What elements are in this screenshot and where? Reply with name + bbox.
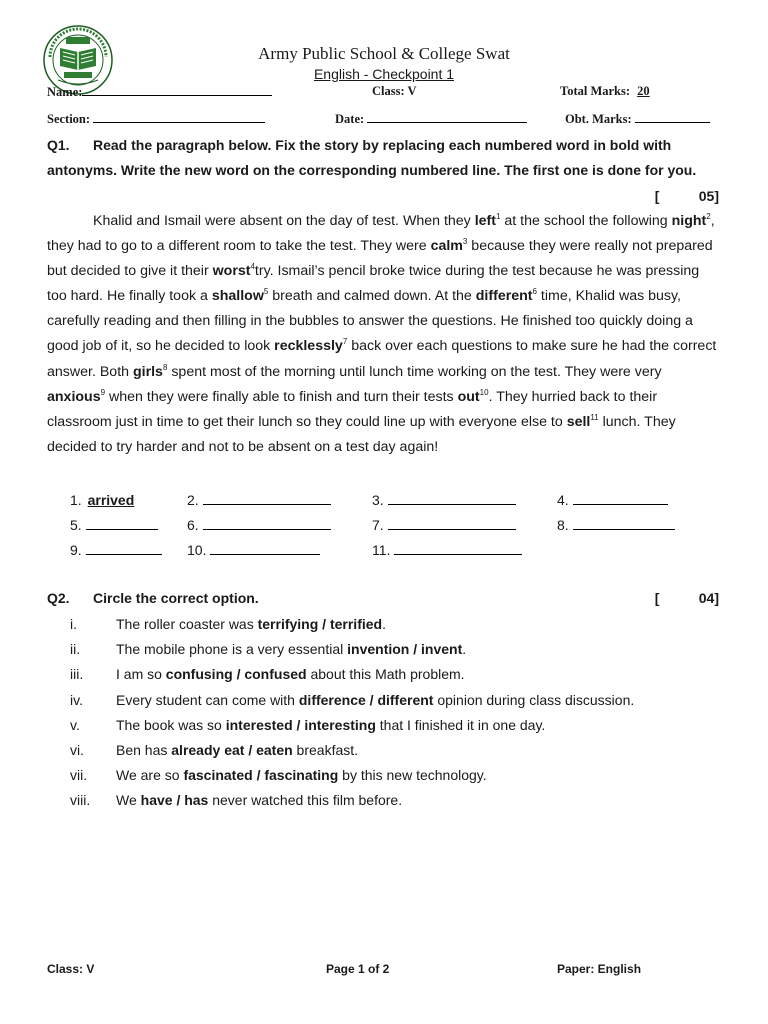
answer-number: 10. [187,542,207,558]
q2-instruction: Circle the correct option. [93,590,259,606]
bold-keyword-11: sell [566,413,591,430]
option-sentence [116,713,545,738]
option-number: iv. [70,691,83,708]
option-number: i. [70,616,77,632]
option-choices[interactable]: difference / different [298,691,434,708]
answer-blank[interactable] [388,514,516,530]
total-marks-field [560,84,654,99]
bold-keyword-7: recklessly [274,338,343,355]
q2-number: Q2. [47,590,70,606]
keyword-number: 7 [342,337,348,347]
answer-number: 9. [70,542,82,558]
option-number: vi. [70,741,84,758]
answer-number: 5. [70,517,82,533]
date-blank[interactable] [367,111,527,123]
option-text: opinion during class discussion. [433,691,635,708]
option-text: We are so [116,767,184,784]
option-text: . [382,616,386,632]
section-label: Section: [47,112,91,126]
obt-marks-blank[interactable] [635,111,710,123]
bold-keyword-9: anxious [47,388,101,405]
answer-blank[interactable] [573,514,675,530]
answer-row [70,513,710,538]
paragraph-text: at the school the following [500,213,672,229]
footer-paper: Paper: English [557,962,642,976]
bold-keyword-4: worst [212,263,251,280]
option-text: that I finished it in one day. [375,716,546,733]
keyword-number: 9 [100,387,106,397]
bold-keyword-2: night [671,213,707,229]
answer-blank[interactable] [210,539,320,555]
option-text: Every student can come with [116,691,299,708]
option-choices[interactable]: have / has [140,792,209,809]
paragraph-text: . They hurried back to their classroom just in time to get their lunch so they could line up with everyone else to [47,388,658,430]
keyword-number: 5 [263,287,269,297]
answer-line-10[interactable] [187,538,320,563]
obt-marks-label: Obt. Marks: [565,112,632,126]
name-blank[interactable] [82,84,272,96]
paragraph-text: lunch. They decided to try harder and not to be absent on a test day again! [47,413,676,455]
answer-number: 7. [372,517,384,533]
section-blank[interactable] [93,111,265,123]
option-choices[interactable]: interested / interesting [225,716,376,733]
option-number: ii. [70,641,81,658]
option-text: The roller coaster was [116,616,258,632]
keyword-number: 11 [590,412,599,422]
option-choices[interactable]: terrifying / terrified [257,616,383,632]
bold-keyword-3: calm [430,238,463,255]
option-number: v. [70,716,80,733]
q1-number: Q1. [47,137,70,153]
total-marks-label: Total Marks: [560,84,631,98]
keyword-number: 6 [532,287,537,297]
answer-number: 6. [187,517,199,533]
q1-marks [655,184,719,209]
answer-blank[interactable] [203,489,331,505]
answer-row [70,538,710,563]
option-text: The book was so [116,716,226,733]
footer-class: Class: V [47,962,95,976]
answer-blank[interactable] [394,539,522,555]
option-number: vii. [70,767,88,784]
option-text: . [462,641,467,658]
keyword-number: 8 [162,362,168,372]
q2-marks-value: 04] [698,590,719,606]
bold-keyword-8: girls [132,363,163,380]
option-text: Ben has [116,741,172,758]
keyword-number: 1 [496,212,501,221]
class-label: Class: V [372,84,417,98]
q2-heading [47,586,719,611]
bold-keyword-6: different [475,288,533,305]
name-label: Name: [47,85,83,99]
exam-title: English - Checkpoint 1 [313,66,455,82]
footer-page-number: Page 1 of 2 [326,962,390,976]
answer-number: 4. [557,492,569,508]
option-sentence [116,637,466,662]
keyword-number: 4 [250,262,255,272]
option-text: by this new technology. [338,767,487,784]
option-choices[interactable]: fascinated / fascinating [183,767,339,784]
paragraph-text: breath and calmed down. At the [268,288,476,305]
option-sentence [116,688,634,713]
obt-marks-field[interactable] [565,111,710,127]
option-text: The mobile phone is a very essential [116,641,348,658]
q1-instruction: Read the paragraph below. Fix the story by replacing each numbered word in bold with antonyms. Write the new word on the corresponding numbered line. The first one is done for you. [47,137,697,178]
answer-line-8[interactable] [557,513,675,538]
q1-answer-lines [70,488,710,563]
answer-filled-value: arrived [87,492,135,508]
date-label: Date: [335,112,365,126]
option-text: I am so [116,666,166,683]
keyword-number: 3 [462,237,468,247]
option-choices[interactable]: already eat / eaten [171,741,293,758]
option-number: viii. [70,792,91,809]
option-sentence [116,662,465,687]
option-text: about this Math problem. [306,666,465,683]
option-text: never watched this film before. [208,792,403,809]
answer-blank[interactable] [86,514,158,530]
answer-line-4[interactable] [557,488,668,513]
option-sentence [116,612,386,637]
section-field[interactable] [47,111,265,127]
answer-row [70,488,710,513]
answer-number: 2. [187,492,199,508]
keyword-number: 2 [706,212,711,221]
option-number: iii. [70,666,84,683]
q1-heading [47,133,719,183]
option-sentence [116,763,487,788]
answer-number: 11. [372,542,391,558]
date-field[interactable] [335,111,527,127]
option-sentence [116,738,358,763]
option-choices[interactable]: invention / invent [347,641,463,658]
q2-marks-bracket: [ [654,590,660,606]
answer-number: 8. [557,517,569,533]
paragraph-text: because they were really not prepared but decided to give it their [47,238,713,280]
answer-line-7[interactable] [372,513,516,538]
school-name: Army Public School & College Swat [258,44,510,63]
bold-keyword-1: left [474,213,496,229]
answer-blank[interactable] [203,514,331,530]
answer-line-5[interactable] [70,513,158,538]
keyword-number: 10 [479,387,489,397]
answer-line-6[interactable] [187,513,331,538]
paragraph-text: , they had to go to a different room to take the test. They were [47,213,715,255]
option-text: We [116,792,141,809]
paragraph-text: spent most of the morning until lunch time working on the test. They were very [167,363,662,380]
q1-marks-bracket: [ [654,188,660,204]
q1-paragraph [47,209,719,460]
option-choices[interactable]: confusing / confused [165,666,307,683]
total-marks-value: 20 [637,84,650,98]
answer-line-3[interactable] [372,488,516,513]
q1-marks-value: 05] [698,188,719,204]
answer-number: 3. [372,492,384,508]
answer-blank[interactable] [573,489,668,505]
option-sentence [116,788,402,813]
answer-blank[interactable] [86,539,162,555]
answer-number: 1. [70,492,82,508]
q2-marks [655,586,719,611]
answer-line-11[interactable] [372,538,522,563]
answer-blank[interactable] [388,489,516,505]
paragraph-text: time, Khalid was busy, carefully reading and then filling in the bubbles to answer the questions. He finished too quickly doing a good job of it, so he decided to look [47,288,693,355]
paragraph-text: back over each questions to make sure he had the correct answer. Both [47,338,717,380]
answer-line-9[interactable] [70,538,162,563]
option-text: breakfast. [292,741,359,758]
name-field[interactable] [47,84,272,100]
paragraph-text: when they were finally able to finish and turn their tests [105,388,458,405]
bold-keyword-10: out [457,388,480,405]
bold-keyword-5: shallow [211,288,264,305]
paragraph-text: Khalid and Ismail were absent on the day of test. When they [93,213,475,229]
answer-line-2[interactable] [187,488,331,513]
paragraph-text: try. Ismail’s pencil broke twice during the test because he was pressing too hard. He finally took a [47,263,700,305]
answer-line-1[interactable] [70,488,142,513]
